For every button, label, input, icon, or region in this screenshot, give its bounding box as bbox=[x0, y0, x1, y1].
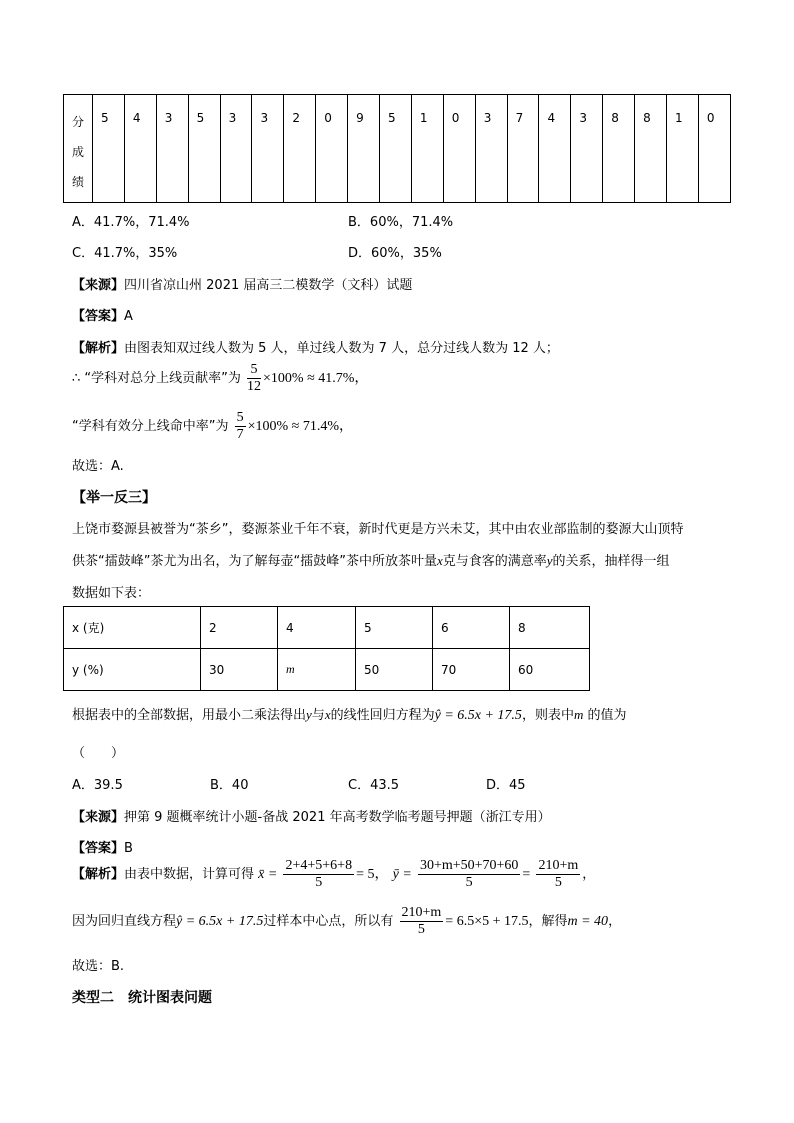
q2-stem bbox=[72, 704, 626, 724]
data-table bbox=[63, 606, 590, 691]
math-text: = 6.5×5 + 17.5 bbox=[445, 914, 529, 929]
q1-answer bbox=[72, 305, 133, 324]
header-char: 成 bbox=[72, 145, 85, 159]
q2-choose: 故选：B. bbox=[72, 959, 125, 974]
table-cell: 8 bbox=[510, 607, 590, 649]
frac-num: 2+4+5+6+8 bbox=[285, 858, 353, 873]
q2-para-line2 bbox=[72, 550, 670, 569]
analysis-text: 过样本中心点，所以有 bbox=[263, 914, 394, 929]
line-text: ×100% ≈ 41.7%， bbox=[263, 371, 369, 386]
fraction bbox=[418, 858, 520, 891]
q2-source bbox=[72, 806, 551, 825]
table-cell: 4 bbox=[278, 607, 356, 649]
score-cell: 8 bbox=[635, 95, 667, 203]
x-bar: x̄ = bbox=[258, 867, 278, 882]
q1-option-d: D．60%，35% bbox=[348, 246, 442, 261]
score-cell: 7 bbox=[507, 95, 539, 203]
q2-option-d: D．45 bbox=[486, 778, 526, 793]
regression-equation: ŷ = 6.5x + 17.5 bbox=[434, 708, 522, 723]
answer-label: 【答案】 bbox=[72, 309, 125, 324]
y-bar: ȳ = bbox=[392, 867, 412, 882]
frac-den: 7 bbox=[236, 427, 244, 442]
frac-den: 5 bbox=[315, 875, 323, 890]
score-cell: 0 bbox=[443, 95, 475, 203]
analysis-text: 因为回归直线方程 bbox=[72, 914, 177, 929]
score-cell: 3 bbox=[252, 95, 284, 203]
var-y: y bbox=[306, 707, 312, 722]
score-table-header bbox=[64, 95, 93, 203]
frac-num: 210+m bbox=[538, 858, 579, 873]
analysis-text: ，解得 bbox=[528, 914, 568, 929]
table-cell: 2 bbox=[201, 607, 278, 649]
table-cell: 70 bbox=[433, 649, 510, 691]
score-cell: 5 bbox=[93, 95, 125, 203]
math-text: = 5， bbox=[356, 867, 389, 882]
source-text: 押第 9 题概率统计小题-备战 2021 年高考数学临考题号押题（浙江专用） bbox=[124, 810, 551, 825]
line-text: ×100% ≈ 71.4%， bbox=[247, 419, 354, 434]
score-cell: 4 bbox=[124, 95, 156, 203]
para-text: 的关系，抽样得一组 bbox=[552, 554, 670, 569]
score-cell: 1 bbox=[411, 95, 443, 203]
source-label: 【来源】 bbox=[72, 810, 125, 825]
score-cell: 0 bbox=[316, 95, 348, 203]
section2-title: 类型二 统计图表问题 bbox=[72, 990, 212, 1006]
answer-text: A bbox=[124, 309, 133, 324]
table-cell: 30 bbox=[201, 649, 278, 691]
fraction bbox=[247, 362, 261, 395]
score-cell: 3 bbox=[156, 95, 188, 203]
table-cell: x (克) bbox=[64, 607, 201, 649]
stem-text: 与 bbox=[311, 708, 325, 723]
analysis-text: 由表中数据，计算可得 bbox=[124, 867, 255, 882]
q2-analysis bbox=[72, 858, 595, 891]
table-cell: m bbox=[278, 649, 356, 691]
line-text: ∴ “学科对总分上线贡献率”为 bbox=[72, 371, 241, 386]
q1-line2 bbox=[72, 362, 368, 395]
fraction bbox=[235, 410, 246, 443]
frac-num: 210+m bbox=[401, 905, 442, 920]
q1-choose: 故选：A. bbox=[72, 459, 124, 474]
analysis-text: 由图表知双过线人数为 5 人，单过线人数为 7 人，总分过线人数为 12 人； bbox=[124, 341, 559, 356]
table-cell: 6 bbox=[433, 607, 510, 649]
var-x: x bbox=[324, 707, 331, 722]
score-cell: 9 bbox=[348, 95, 380, 203]
table-cell: y (%) bbox=[64, 649, 201, 691]
score-cell: 2 bbox=[284, 95, 316, 203]
frac-den: 5 bbox=[417, 922, 425, 937]
stem-text: 的值为 bbox=[583, 708, 627, 723]
fraction bbox=[400, 905, 444, 938]
score-cell: 5 bbox=[380, 95, 412, 203]
frac-num: 30+m+50+70+60 bbox=[419, 858, 519, 873]
answer-text: B bbox=[124, 841, 133, 856]
q2-option-a: A．39.5 bbox=[72, 778, 123, 793]
stem-text: 根据表中的全部数据，用最小二乘法得出 bbox=[72, 708, 307, 723]
q1-option-c: C．41.7%，35% bbox=[72, 246, 178, 261]
q2-para-line3: 数据如下表： bbox=[72, 586, 151, 601]
header-char: 分 bbox=[72, 115, 85, 129]
frac-num: 5 bbox=[236, 410, 244, 425]
source-label: 【来源】 bbox=[72, 278, 125, 293]
fraction bbox=[283, 858, 354, 891]
score-cell: 8 bbox=[603, 95, 635, 203]
var-y: y bbox=[546, 553, 553, 568]
frac-den: 12 bbox=[247, 379, 262, 394]
q2-option-c: C．43.5 bbox=[348, 778, 400, 793]
table-cell: 60 bbox=[510, 649, 590, 691]
q2-analysis-line2 bbox=[72, 905, 621, 938]
score-table bbox=[63, 94, 731, 203]
table-cell: 5 bbox=[356, 607, 433, 649]
header-char: 绩 bbox=[72, 175, 85, 189]
para-text: 克与食客的满意率 bbox=[442, 554, 547, 569]
frac-den: 5 bbox=[465, 875, 473, 890]
line-text: “学科有效分上线命中率”为 bbox=[72, 419, 229, 434]
fraction bbox=[536, 858, 580, 891]
regression-equation: ŷ = 6.5x + 17.5 bbox=[176, 914, 264, 929]
math-text: ， bbox=[582, 867, 596, 882]
analysis-label: 【解析】 bbox=[72, 341, 125, 356]
source-text: 四川省凉山州 2021 届高三二模数学（文科）试题 bbox=[124, 278, 413, 293]
section-title: 【举一反三】 bbox=[72, 490, 156, 506]
var-x: x bbox=[436, 553, 443, 568]
stem-text: ，则表中 bbox=[521, 708, 574, 723]
q1-option-b: B．60%，71.4% bbox=[348, 215, 454, 230]
score-cell: 3 bbox=[475, 95, 507, 203]
analysis-text: ， bbox=[608, 914, 622, 929]
answer-label: 【答案】 bbox=[72, 841, 125, 856]
score-cell: 4 bbox=[539, 95, 571, 203]
q1-analysis bbox=[72, 337, 559, 356]
q1-source bbox=[72, 274, 412, 293]
score-cell: 3 bbox=[571, 95, 603, 203]
q2-paren: （ ） bbox=[72, 746, 125, 761]
math-text: = bbox=[522, 867, 531, 882]
score-cell: 5 bbox=[188, 95, 220, 203]
frac-den: 5 bbox=[554, 875, 562, 890]
var-m: m bbox=[573, 707, 584, 722]
q2-para-line1: 上饶市婺源县被誉为“茶乡”，婺源茶业千年不衰，新时代更是方兴未艾，其中由农业部监制的婺源大山顶特 bbox=[72, 522, 684, 537]
math-text: m = 40 bbox=[567, 914, 609, 929]
score-cell: 0 bbox=[698, 95, 730, 203]
para-text: 供茶“擂鼓峰”茶尤为出名，为了解每壶“擂鼓峰”茶中所放茶叶量 bbox=[72, 554, 437, 569]
score-cell: 1 bbox=[667, 95, 699, 203]
q2-option-b: B．40 bbox=[210, 778, 249, 793]
q1-option-a: A．41.7%，71.4% bbox=[72, 215, 190, 230]
q1-line3 bbox=[72, 410, 353, 443]
q2-answer bbox=[72, 837, 133, 856]
analysis-label: 【解析】 bbox=[72, 867, 125, 882]
stem-text: 的线性回归方程为 bbox=[330, 708, 435, 723]
frac-num: 5 bbox=[247, 362, 261, 379]
table-cell: 50 bbox=[356, 649, 433, 691]
score-cell: 3 bbox=[220, 95, 252, 203]
